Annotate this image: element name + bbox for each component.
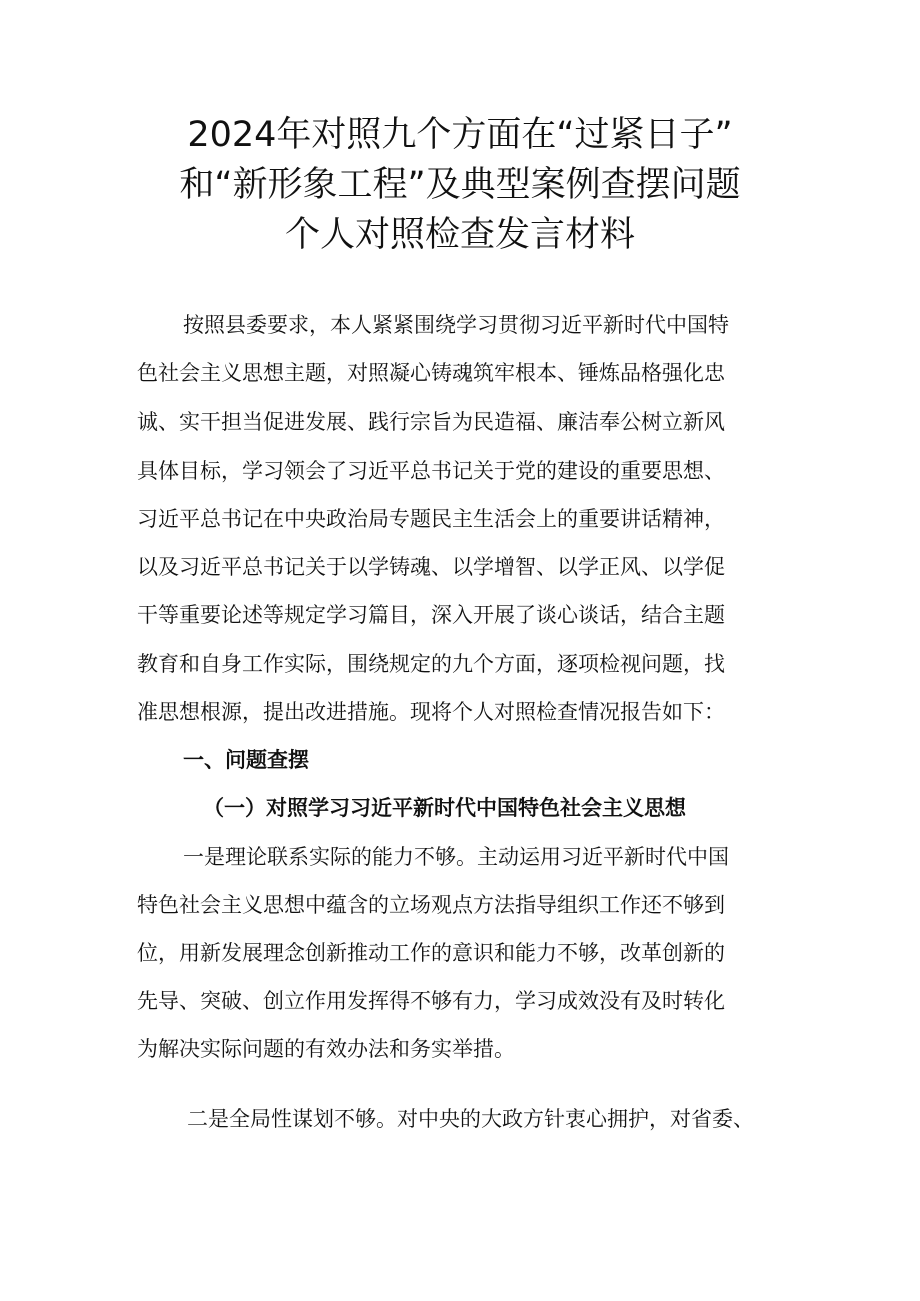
point1-line-2: 特色社会主义思想中蕴含的立场观点方法指导组织工作还不够到	[137, 893, 725, 917]
point2-line-1: 二是全局性谋划不够。对中央的大政方针衷心拥护，对省委、	[187, 1107, 754, 1131]
title-line-3: 个人对照检查发言材料	[284, 215, 635, 255]
document-title	[0, 110, 920, 260]
section-heading: 一、问题查摆	[183, 748, 309, 772]
intro-line-3: 诚、实干担当促进发展、践行宗旨为民造福、廉洁奉公树立新风	[137, 410, 725, 434]
point1-line-1: 一是理论联系实际的能力不够。主动运用习近平新时代中国	[183, 845, 729, 869]
intro-line-4: 具体目标，学习领会了习近平总书记关于党的建设的重要思想、	[137, 459, 725, 483]
intro-line-5: 习近平总书记在中央政治局专题民主生活会上的重要讲话精神，	[137, 507, 725, 531]
intro-line-8: 教育和自身工作实际，围绕规定的九个方面，逐项检视问题，找	[137, 652, 725, 676]
intro-line-6: 以及习近平总书记关于以学铸魂、以学增智、以学正风、以学促	[137, 555, 725, 579]
point1-line-5: 为解决实际问题的有效办法和务实举措。	[137, 1037, 515, 1061]
intro-line-2: 色社会主义思想主题，对照凝心铸魂筑牢根本、锤炼品格强化忠	[137, 361, 725, 385]
subsection-heading: （一）对照学习习近平新时代中国特色社会主义思想	[203, 795, 686, 820]
point1-line-3: 位，用新发展理念创新推动工作的意识和能力不够，改革创新的	[137, 941, 725, 965]
intro-line-7: 干等重要论述等规定学习篇目，深入开展了谈心谈话，结合主题	[137, 603, 725, 627]
intro-line-1: 按照县委要求，本人紧紧围绕学习贯彻习近平新时代中国特	[183, 313, 729, 337]
intro-line-9: 准思想根源，提出改进措施。现将个人对照检查情况报告如下：	[137, 700, 725, 724]
point1-line-4: 先导、突破、创立作用发挥得不够有力，学习成效没有及时转化	[137, 989, 725, 1013]
title-line-1: 2024年对照九个方面在“过紧日子”	[187, 115, 733, 155]
title-line-2: 和“新形象工程”及典型案例查摆问题	[179, 165, 741, 205]
